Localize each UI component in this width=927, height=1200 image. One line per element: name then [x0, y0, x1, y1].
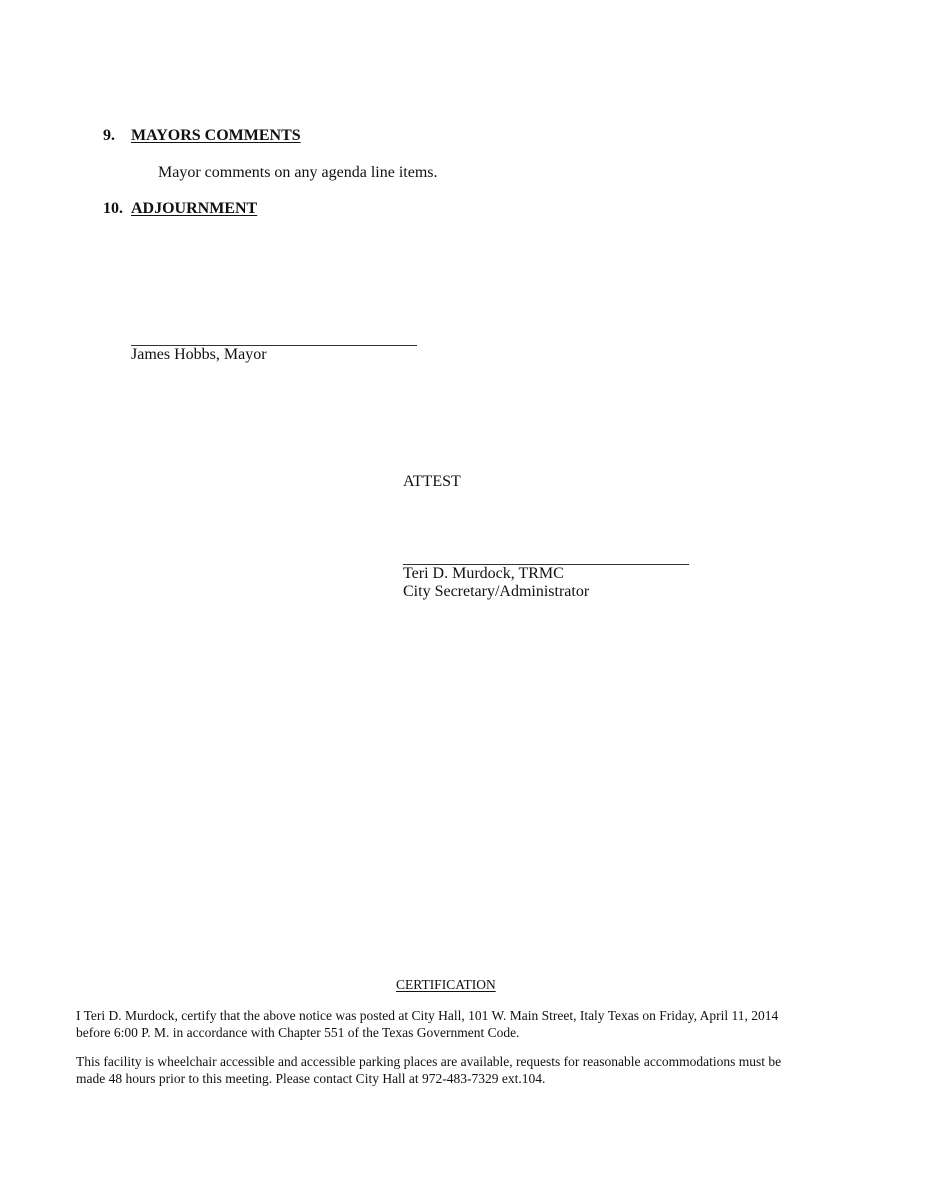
attest-title: City Secretary/Administrator — [403, 583, 590, 600]
agenda-item-title: MAYORS COMMENTS — [131, 127, 301, 144]
agenda-item-number: 9. — [103, 127, 115, 144]
certification-heading: CERTIFICATION — [396, 977, 496, 992]
certification-paragraph-1-line-2: before 6:00 P. M. in accordance with Chapter 551 of the Texas Government Code. — [76, 1025, 520, 1040]
attest-label: ATTEST — [403, 473, 461, 490]
agenda-item-10-heading — [103, 200, 257, 218]
mayor-name: James Hobbs, Mayor — [131, 346, 267, 363]
agenda-item-number: 10. — [103, 200, 123, 217]
agenda-item-title: ADJOURNMENT — [131, 200, 258, 217]
accessibility-paragraph-line-2: made 48 hours prior to this meeting. Please contact City Hall at 972-483-7329 ext.104. — [76, 1071, 546, 1086]
certification-paragraph-1-line-1: I Teri D. Murdock, certify that the above notice was posted at City Hall, 101 W. Main Street, Italy Texas on Friday, April 11, 2014 — [76, 1008, 779, 1023]
agenda-item-9-description: Mayor comments on any agenda line items. — [158, 164, 438, 181]
accessibility-paragraph-line-1: This facility is wheelchair accessible and accessible parking places are available, requests for reasonable accommodations must be — [76, 1054, 782, 1069]
attest-name: Teri D. Murdock, TRMC — [403, 565, 564, 582]
agenda-item-9-heading — [103, 127, 301, 145]
